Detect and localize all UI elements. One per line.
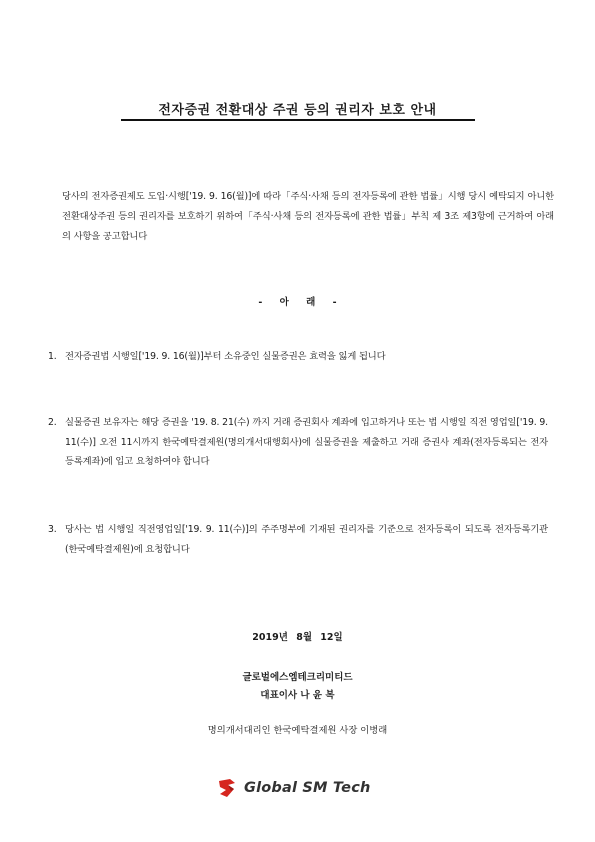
company-name: 글로벌에스엠테크리미티드 — [242, 672, 353, 683]
item-number: 3. — [48, 524, 57, 535]
list-item — [48, 520, 548, 559]
item-text: 전자증권법 시행일['19. 9. 16(월)]부터 소유중인 실물증권은 효력을 잃게 됩니다 — [65, 351, 386, 362]
item-text: 당사는 법 시행일 직전영업일['19. 9. 11(수)]의 주주명부에 기재된 권리자를 기준으로 전자등록이 되도록 전자등록기관(한국예탁결제원)에 요청합니다 — [65, 524, 548, 555]
list-item — [48, 347, 548, 367]
title-underline — [121, 119, 475, 121]
intro-paragraph: 당사의 전자증권제도 도입·시행['19. 9. 16(월)]에 따라「주식·사채 등의 전자등록에 관한 법률」시행 당시 예탁되지 아니한 전환대상주권 등의 권리자를 보호하기 위하여「주식·사채 등의 전자등록에 관한 법률」부칙 제 3조 제3항에 근거하여 아래의 사항을 공고합니다 — [62, 191, 554, 242]
section-heading: - 아 래 - — [258, 297, 337, 308]
global-sm-tech-logo-mark-icon — [216, 777, 238, 799]
notice-date: 2019년 8월 12일 — [252, 632, 343, 643]
document-title: 전자증권 전환대상 주권 등의 권리자 보호 안내 — [158, 103, 437, 118]
representative-name: 대표이사 나 윤 복 — [260, 690, 335, 701]
item-text: 실물증권 보유자는 해당 증권을 '19. 8. 21(수) 까지 거래 증권회사 계좌에 입고하거나 또는 법 시행일 직전 영업일['19. 9. 11(수)] 오전 11시까지 한국예탁결제원(명의개서대행회사)에 실물증권을 제출하고 거래 증권사 계좌(전자등록되는 전자등록계좌)에 입고 요청하여야 합니다 — [65, 417, 548, 467]
item-number: 1. — [48, 351, 57, 362]
company-logo — [216, 776, 371, 800]
logo-wordmark: Global SM Tech — [244, 780, 371, 796]
item-number: 2. — [48, 417, 57, 428]
list-item — [48, 413, 548, 472]
transfer-agent-line: 명의개서대리인 한국예탁결제원 사장 이병래 — [207, 725, 388, 736]
